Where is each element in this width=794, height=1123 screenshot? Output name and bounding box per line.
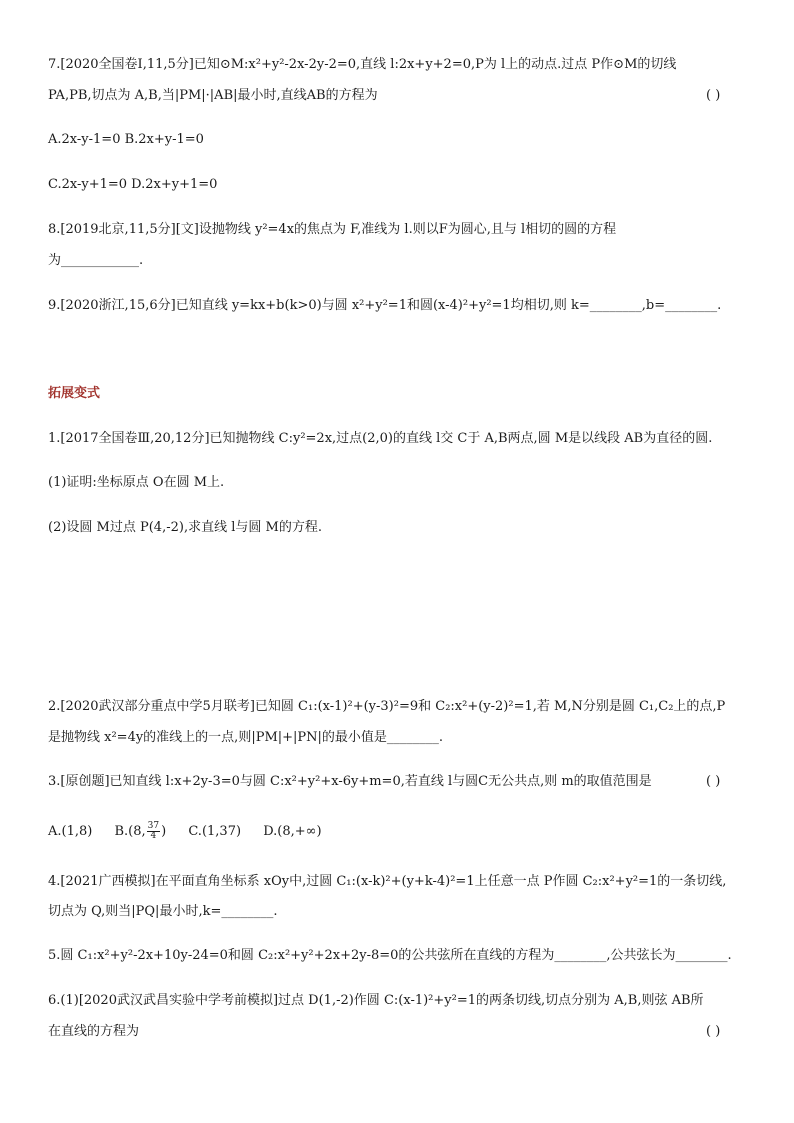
q8-line-1: 8.[2019北京,11,5分][文]设抛物线 y²=4x的焦点为 F,准线为 l.则以F为圆心,且与 l相切的圆的方程 xyxy=(48,222,617,237)
e2-line-1: 2.[2020武汉部分重点中学5月联考]已知圆 C₁:(x-1)²+(y-3)²=9和 C₂:x²+(y-2)²=1,若 M,N分别是圆 C₁,C₂上的点,P xyxy=(48,699,726,714)
e3-option-c: C.(1,37) xyxy=(188,824,242,839)
e3-options xyxy=(48,822,322,841)
q8-line-2: 为____________. xyxy=(48,253,144,268)
e3-answer-bracket: ( ) xyxy=(706,774,721,789)
e3-option-b-fraction: $\frac{37}{4}$ xyxy=(147,821,160,841)
e5-line-1: 5.圆 C₁:x²+y²-2x+10y-24=0和圆 C₂:x²+y²+2x+2y-8=0的公共弦所在直线的方程为________,公共弦长为________. xyxy=(48,948,732,963)
q7-answer-bracket: ( ) xyxy=(706,88,721,103)
e6-line-1: 6.(1)[2020武汉武昌实验中学考前模拟]过点 D(1,-2)作圆 C:(x-1)²+y²=1的两条切线,切点分别为 A,B,则弦 AB所 xyxy=(48,993,704,1008)
e3-option-a: A.(1,8) xyxy=(48,824,93,839)
section-title: 拓展变式 xyxy=(48,386,101,401)
e1-part-2: (2)设圆 M过点 P(4,-2),求直线 l与圆 M的方程. xyxy=(48,520,322,535)
e4-line-1: 4.[2021广西模拟]在平面直角坐标系 xOy中,过圆 C₁:(x-k)²+(y+k-4)²=1上任意一点 P作圆 C₂:x²+y²=1的一条切线, xyxy=(48,874,727,889)
e3-line-1: 3.[原创题]已知直线 l:x+2y-3=0与圆 C:x²+y²+x-6y+m=0,若直线 l与圆C无公共点,则 m的取值范围是 xyxy=(48,774,652,789)
q7-line-2: PA,PB,切点为 A,B,当|PM|·|AB|最小时,直线AB的方程为 xyxy=(48,88,378,103)
q9-line-1: 9.[2020浙江,15,6分]已知直线 y=kx+b(k>0)与圆 x²+y²=1和圆(x-4)²+y²=1均相切,则 k=________,b=________. xyxy=(48,298,722,313)
q7-options-ab: A.2x-y-1=0 B.2x+y-1=0 xyxy=(48,132,204,147)
e3-option-b: B.(8, $\frac{37}{4}$ ) xyxy=(114,821,167,841)
e4-line-2: 切点为 Q,则当|PQ|最小时,k=________. xyxy=(48,904,278,919)
e1-line-1: 1.[2017全国卷Ⅲ,20,12分]已知抛物线 C:y²=2x,过点(2,0)的直线 l交 C于 A,B两点,圆 M是以线段 AB为直径的圆. xyxy=(48,431,713,446)
q7-options-cd: C.2x-y+1=0 D.2x+y+1=0 xyxy=(48,177,218,192)
q7-line-1: 7.[2020全国卷Ⅰ,11,5分]已知⊙M:x²+y²-2x-2y-2=0,直线 l:2x+y+2=0,P为 l上的动点.过点 P作⊙M的切线 xyxy=(48,57,677,72)
e1-part-1: (1)证明:坐标原点 O在圆 M上. xyxy=(48,475,225,490)
e6-answer-bracket: ( ) xyxy=(706,1024,721,1039)
e2-line-2: 是抛物线 x²=4y的准线上的一点,则|PM|+|PN|的最小值是________. xyxy=(48,730,444,745)
e3-option-d: D.(8,+∞) xyxy=(263,824,322,839)
e6-line-2: 在直线的方程为 xyxy=(48,1024,140,1039)
